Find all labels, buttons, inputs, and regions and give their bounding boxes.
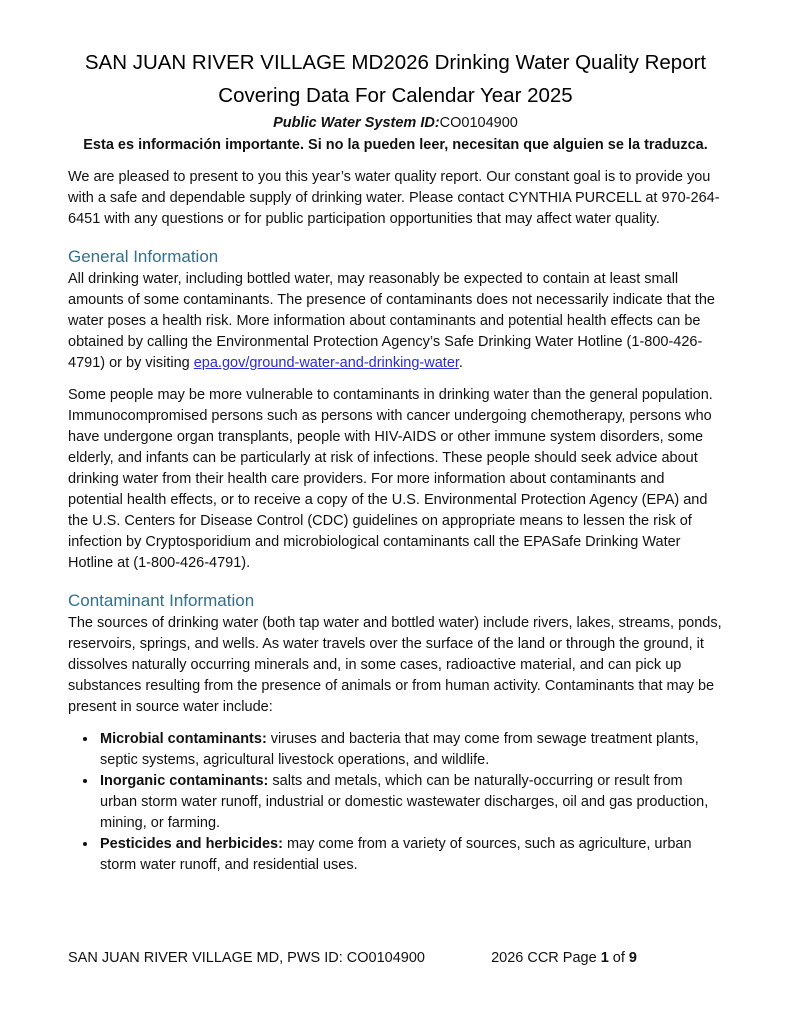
list-item [98, 771, 723, 834]
pws-id-line [68, 113, 723, 133]
pws-id-value: CO0104900 [439, 115, 518, 131]
pws-id-label: Public Water System ID: [273, 115, 440, 131]
contaminant-list [68, 729, 723, 876]
report-title [68, 46, 723, 112]
general-paragraph-2: Some people may be more vulnerable to contaminants in drinking water than the general population. Immunocompromised persons such as persons with cancer undergoing chemotherapy, persons who have undergone organ transplants, people with HIV-AIDS or other immune system disorders, some elderly, and infants can be particularly at risk of infections. These people should seek advice about drinking water from their health care providers. For more information about contaminants and potential health effects, or to receive a copy of the U.S. Environmental Protection Agency (EPA) and the U.S. Centers for Disease Control (CDC) guidelines on appropriate means to lessen the risk of infection by Cryptosporidium and microbiological contaminants call the EPASafe Drinking Water Hotline at (1-800-426-4791). [68, 387, 713, 571]
general-paragraph-1-text: All drinking water, including bottled water, may reasonably be expected to contain at least small amounts of some contaminants. The presence of contaminants does not necessarily indicate that the water poses a health risk. More information about contaminants and potential health effects can be obtained by calling the Environmental Protection Agency’s Safe Drinking Water Hotline (1-800-426-4791) or by visiting [68, 271, 715, 371]
spanish-notice: Esta es información importante. Si no la pueden leer, necesitan que alguien se la traduzca. [83, 137, 708, 153]
footer-page-indicator [491, 948, 637, 969]
epa-ground-water-link[interactable]: epa.gov/ground-water-and-drinking-water [193, 355, 459, 371]
contaminant-paragraph-1: The sources of drinking water (both tap water and bottled water) include rivers, lakes, streams, ponds, reservoirs, springs, and wells. As water travels over the surface of the land or through the ground, it dissolves naturally occurring minerals and, in some cases, radioactive material, and can pick up substances resulting from the presence of animals or from human activity. Contaminants that may be present in source water include: [68, 615, 722, 715]
bullet-label-pesticides: Pesticides and herbicides: [100, 836, 283, 852]
footer-page-total: 9 [628, 950, 637, 966]
footer-page-number: 1 [600, 950, 609, 966]
list-item [98, 729, 723, 771]
report-title-line1: SAN JUAN RIVER VILLAGE MD2026 Drinking Water Quality Report [84, 51, 707, 74]
report-title-line2: Covering Data For Calendar Year 2025 [218, 84, 573, 107]
bullet-label-microbial: Microbial contaminants: [100, 731, 267, 747]
bullet-text-inorganic: salts and metals, which can be naturally-occurring or result from urban storm water runoff, industrial or domestic wastewater discharges, oil and gas production, mining, or farming. [100, 773, 709, 831]
bullet-label-inorganic: Inorganic contaminants: [100, 773, 269, 789]
page-footer [68, 948, 723, 969]
bullet-text-pesticides: may come from a variety of sources, such as agriculture, urban storm water runoff, and residential uses. [100, 836, 692, 873]
contaminant-information-heading: Contaminant Information [68, 591, 255, 610]
general-paragraph-1 [68, 269, 723, 374]
footer-ccr-label: 2026 CCR Page [491, 950, 601, 966]
footer-of-label: of [608, 950, 629, 966]
intro-paragraph: We are pleased to present to you this year’s water quality report. Our constant goal is to provide you with a safe and dependable supply of drinking water. Please contact CYNTHIA PURCELL at 970-264-6451 with any questions or for public participation opportunities that may affect water quality. [68, 169, 720, 227]
general-information-heading: General Information [68, 247, 219, 266]
list-item [98, 834, 723, 876]
bullet-text-microbial: viruses and bacteria that may come from sewage treatment plants, septic systems, agricultural livestock operations, and wildlife. [100, 731, 699, 768]
general-paragraph-1-period: . [458, 355, 463, 371]
footer-system-id: SAN JUAN RIVER VILLAGE MD, PWS ID: CO0104900 [68, 950, 425, 966]
